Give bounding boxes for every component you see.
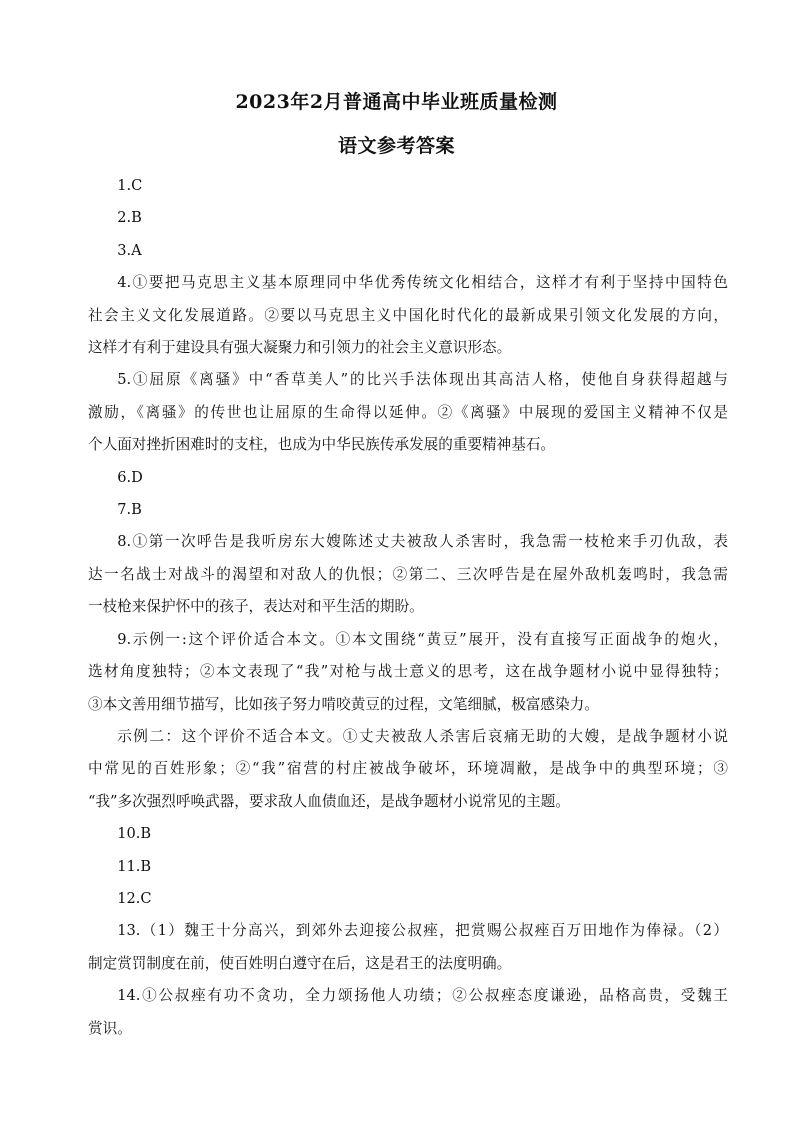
answer-line: 选材角度独特；②本文表现了“我”对枪与战士意义的思考，这在战争题材小说中显得独特； <box>88 663 728 681</box>
answer-line: “我”多次强烈呼唤武器，要求敌人血债血还，是战争题材小说常见的主题。 <box>88 792 570 810</box>
answer-line: 8.①第一次呼告是我听房东大嫂陈述丈夫被敌人杀害时，我急需一枝枪来手刃仇敌，表 <box>117 533 728 551</box>
answer-item-1: 1.C <box>117 177 143 194</box>
answer-line: 激励，《离骚》的传世也让屈原的生命得以延伸。②《离骚》中展现的爱国主义精神不仅是 <box>88 403 728 421</box>
answer-line: 这样才有利于建设具有强大凝聚力和引领力的社会主义意识形态。 <box>88 339 512 357</box>
answer-item-4 <box>88 267 728 364</box>
answer-item-7: 7.B <box>117 501 142 519</box>
answer-item-6: 6.D <box>117 468 143 486</box>
answer-line: 5.①屈原《离骚》中“香草美人”的比兴手法体现出其高洁人格，使他自身获得超越与 <box>117 371 728 389</box>
answer-line: 个人面对挫折困难时的支柱，也成为中华民族传承发展的重要精神基石。 <box>88 436 556 454</box>
answer-line: 4.①要把马克思主义基本原理同中华优秀传统文化相结合，这样才有利于坚持中国特色 <box>117 274 728 292</box>
answer-line: 中常见的百姓形象；②“我”宿营的村庄被战争破坏，环境凋敝，是战争中的典型环境；③ <box>88 760 728 778</box>
answer-line: 示例二：这个评价不适合本文。①丈夫被敌人杀害后哀痛无助的大嫂，是战争题材小说 <box>117 727 728 745</box>
answer-item-8 <box>88 526 728 623</box>
page-subtitle: 语文参考答案 <box>337 135 455 157</box>
answer-item-2: 2.B <box>117 209 142 227</box>
answer-line: 赏识。 <box>88 1019 132 1037</box>
answer-item-9 <box>88 624 728 818</box>
answer-line: 14.①公叔痤有功不贪功，全力颂扬他人功绩；②公叔痤态度谦逊，品格高贵，受魏王 <box>117 987 728 1005</box>
answer-item-13 <box>88 915 728 980</box>
answer-list <box>88 170 728 1045</box>
answer-line: ③本文善用细节描写，比如孩子努力啃咬黄豆的过程，文笔细腻，极富感染力。 <box>88 695 599 713</box>
answer-item-11: 11.B <box>117 857 152 875</box>
answer-line: 9.示例一:这个评价适合本文。①本文围绕“黄豆”展开，没有直接写正面战争的炮火， <box>117 630 728 648</box>
answer-line: 一枝枪来保护怀中的孩子，表达对和平生活的期盼。 <box>88 598 424 616</box>
answer-item-5 <box>88 364 728 461</box>
answer-line: 13.（1）魏王十分高兴，到郊外去迎接公叔痤，把赏赐公叔痤百万田地作为俸禄。（2） <box>117 922 728 940</box>
answer-line: 达一名战士对战斗的渴望和对敌人的仇恨；②第二、三次呼告是在屋外敌机轰鸣时，我急需 <box>88 565 728 583</box>
answer-item-10: 10.B <box>117 825 152 843</box>
page-title: 2023年2月普通高中毕业班质量检测 <box>235 91 558 113</box>
answer-item-12: 12.C <box>117 889 152 907</box>
answer-item-14 <box>88 980 728 1045</box>
answer-line: 制定赏罚制度在前，使百姓明白遵守在后，这是君王的法度明确。 <box>88 954 512 972</box>
answer-item-3: 3.A <box>117 241 142 259</box>
answer-line: 社会主义文化发展道路。②要以马克思主义中国化时代化的最新成果引领文化发展的方向， <box>88 306 728 324</box>
